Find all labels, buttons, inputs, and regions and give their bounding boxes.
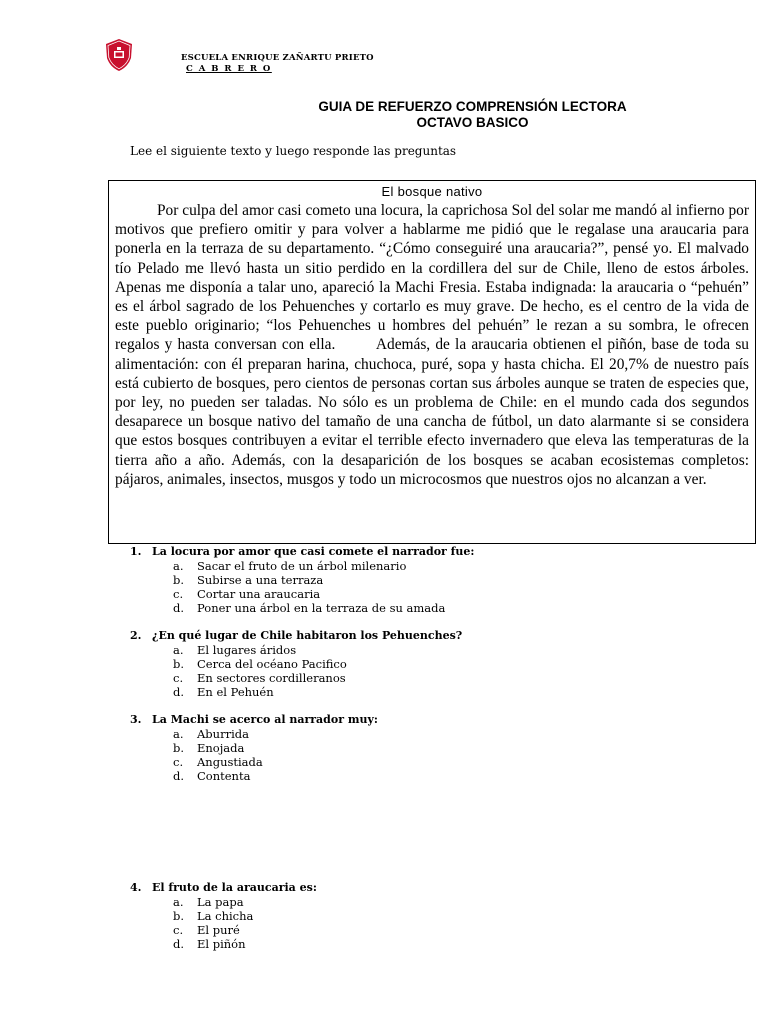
option-letter: b. — [173, 573, 185, 587]
option-text: Enojada — [197, 741, 245, 755]
answer-option[interactable] — [130, 937, 317, 951]
answer-option[interactable] — [130, 741, 378, 755]
option-text: Angustiada — [197, 755, 263, 769]
question-number: 1. — [130, 545, 142, 558]
answer-option[interactable] — [130, 573, 474, 587]
page-subtitle: OCTAVO BASICO — [416, 115, 529, 130]
option-letter: c. — [173, 923, 184, 937]
option-text: Cortar una araucaria — [197, 587, 321, 601]
option-letter: b. — [173, 909, 185, 923]
option-text: Subirse a una terraza — [197, 573, 324, 587]
option-letter: b. — [173, 657, 185, 671]
answer-option[interactable] — [130, 657, 462, 671]
option-text: En el Pehuén — [197, 685, 274, 699]
answer-option[interactable] — [130, 685, 462, 699]
answer-option[interactable] — [130, 671, 462, 685]
answer-option[interactable] — [130, 587, 474, 601]
option-text: Aburrida — [197, 727, 249, 741]
answer-option[interactable] — [130, 895, 317, 909]
question-3 — [130, 713, 378, 783]
option-text: El puré — [197, 923, 240, 937]
question-text: ¿En qué lugar de Chile habitaron los Pehuenches? — [152, 629, 463, 642]
option-letter: c. — [173, 755, 184, 769]
option-letter: a. — [173, 643, 184, 657]
answer-option[interactable] — [130, 923, 317, 937]
question-number: 2. — [130, 629, 142, 642]
option-letter: a. — [173, 559, 184, 573]
option-letter: c. — [173, 587, 184, 601]
option-letter: d. — [173, 937, 185, 951]
option-letter: d. — [173, 769, 185, 783]
answer-option[interactable] — [130, 559, 474, 573]
answer-option[interactable] — [130, 643, 462, 657]
option-letter: d. — [173, 685, 185, 699]
school-name: ESCUELA ENRIQUE ZAÑARTU PRIETO — [181, 53, 374, 63]
option-text: Sacar el fruto de un árbol milenario — [197, 559, 407, 573]
option-text: En sectores cordilleranos — [197, 671, 346, 685]
question-number: 4. — [130, 881, 142, 894]
answer-option[interactable] — [130, 727, 378, 741]
reading-title: El bosque nativo — [381, 184, 483, 199]
option-letter: a. — [173, 895, 184, 909]
question-2 — [130, 629, 462, 699]
answer-option[interactable] — [130, 909, 317, 923]
question-number: 3. — [130, 713, 142, 726]
question-4 — [130, 881, 317, 951]
option-text: Cerca del océano Pacifico — [197, 657, 347, 671]
option-text: La papa — [197, 895, 244, 909]
question-1 — [130, 545, 474, 615]
option-letter: c. — [173, 671, 184, 685]
option-letter: d. — [173, 601, 185, 615]
answer-option[interactable] — [130, 601, 474, 615]
question-text: El fruto de la araucaria es: — [152, 881, 317, 894]
option-text: Contenta — [197, 769, 251, 783]
page-title: GUIA DE REFUERZO COMPRENSIÓN LECTORA — [318, 99, 627, 114]
question-text: La locura por amor que casi comete el narrador fue: — [152, 545, 475, 558]
reading-text: Por culpa del amor casi cometo una locura, la caprichosa Sol del solar me mandó al infierno por motivos que prefiero omitir y para volver a hablarme me pidió que le regalase una araucaria para ponerla en la terraza de su departamento. “¿Cómo conseguiré una araucaria?”, pensé yo. El malvado tío Pelado me llevó hasta un sitio perdido en la cordillera del sur de Chile, lleno de estos árboles. Apenas me disponía a talar uno, apareció la Machi Fresia. Estaba indignada: la araucaria o “pehuén” es el árbol sagrado de los Pehuenches y cortarlo es muy grave. De hecho, es el centro de la vida de este pueblo originario; “los Pehuenches u hombres del pehuén” le rezan a su sombra, le ofrecen regalos y hasta conversan con ella. Además, de la araucaria obtienen el piñón, base de toda su alimentación: con él preparan harina, chuchoca, puré, sopa y hasta chicha. El 20,7% de nuestro país está cubierto de bosques, pero cientos de personas cortan sus árboles aunque se traten de especies que, por ley, no pueden ser taladas. No sólo es un problema de Chile: en el mundo cada dos segundos desaparece un bosque nativo del tamaño de una cancha de fútbol, un dato alarmante si se considera que estos bosques contribuyen a evitar el terrible efecto invernadero que eleva las temperaturas de la tierra año a año. Además, con la desaparición de los bosques se acaban ecosistemas completos: pájaros, animales, insectos, musgos y todo un microcosmos que nuestros ojos no alcanzan a ver. — [115, 202, 749, 488]
school-city: C A B R E R O — [186, 64, 272, 74]
option-letter: b. — [173, 741, 185, 755]
option-text: El piñón — [197, 937, 246, 951]
answer-option[interactable] — [130, 755, 378, 769]
option-text: El lugares áridos — [197, 643, 297, 657]
option-text: La chicha — [197, 909, 254, 923]
instruction-text: Lee el siguiente texto y luego responde las preguntas — [130, 144, 457, 158]
option-letter: a. — [173, 727, 184, 741]
question-text: La Machi se acerco al narrador muy: — [152, 713, 378, 726]
option-text: Poner una árbol en la terraza de su amada — [197, 601, 446, 615]
answer-option[interactable] — [130, 769, 378, 783]
